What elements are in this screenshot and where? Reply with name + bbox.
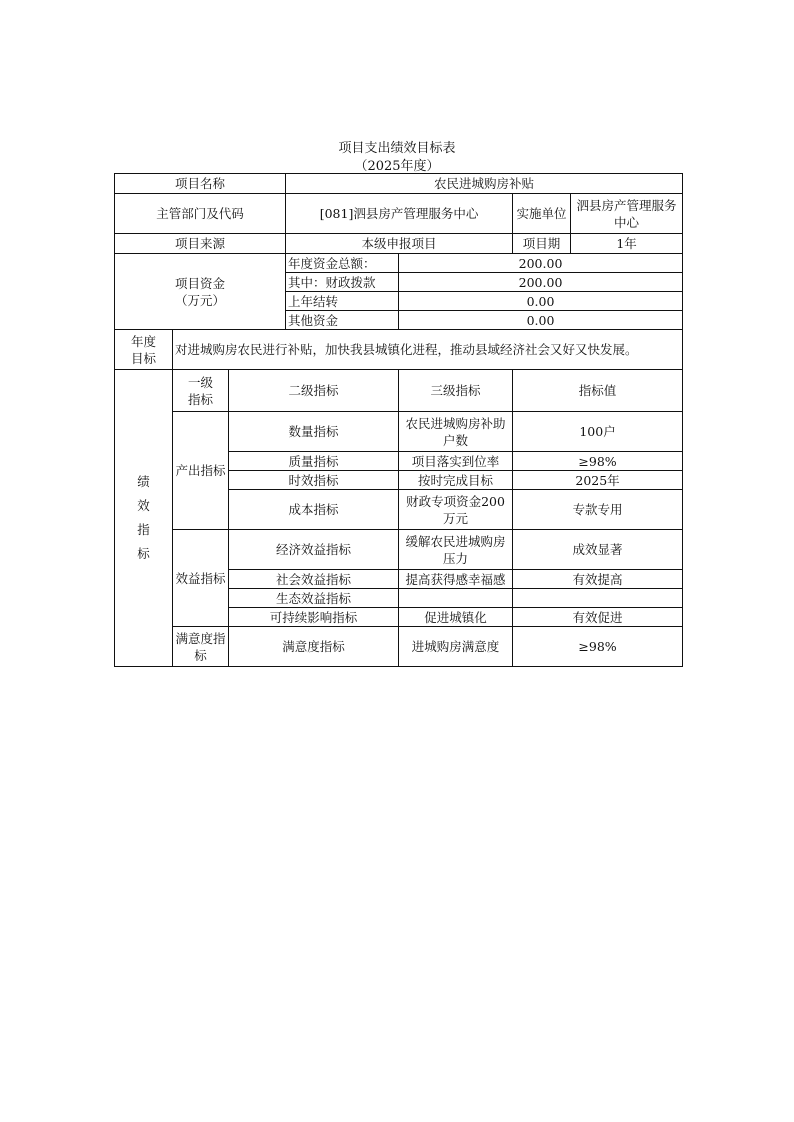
level3-cell [399,589,513,608]
value-cell: 100户 [513,412,683,452]
perf-char: 指 [137,522,150,537]
project-name-label: 项目名称 [115,174,286,194]
document-title: 项目支出绩效目标表 [338,141,456,156]
level2-cell: 质量指标 [229,452,399,471]
level3-line1: 财政专项资金200 [406,493,505,509]
satisfaction-label-line1: 满意度指 [175,630,226,646]
header-level1 [173,370,229,412]
row-project-name [115,174,683,194]
row-benefit-economic [115,530,683,570]
row-output-quantity [115,412,683,452]
funds-item-label: 其他资金 [286,311,399,330]
level3-cell [399,412,513,452]
annual-goal-label [115,330,173,370]
level2-cell: 时效指标 [229,471,399,490]
level2-cell: 经济效益指标 [229,530,399,570]
project-name-value: 农民进城购房补贴 [286,174,683,194]
level2-cell: 满意度指标 [229,627,399,667]
level3-line2: 户数 [443,432,469,448]
annual-goal-label-line1: 年度 [130,333,156,349]
department-value: [081]泗县房产管理服务中心 [286,194,513,234]
value-cell: 2025年 [513,471,683,490]
level3-line1: 缓解农民进城购房 [405,533,506,549]
satisfaction-indicator-label [173,627,229,667]
value-cell: ≥98% [513,627,683,667]
funds-item-value: 0.00 [399,311,683,330]
level2-cell: 生态效益指标 [229,589,399,608]
row-department [115,194,683,234]
header-level2: 二级指标 [229,370,399,412]
value-cell: 有效提高 [513,570,683,589]
perf-char: 标 [137,546,150,561]
department-label: 主管部门及代码 [115,194,286,234]
level3-cell [399,530,513,570]
level3-cell: 项目落实到位率 [399,452,513,471]
funds-label-line2: （万元） [175,292,226,308]
level3-cell: 进城购房满意度 [399,627,513,667]
value-cell [513,589,683,608]
funds-item-label: 年度资金总额： [286,254,399,273]
header-level1-line1: 一级 [187,374,213,390]
implementer-value: 泗县房产管理服务中心 [571,194,683,234]
level3-cell [399,490,513,530]
level3-line2: 万元 [443,510,469,526]
level2-cell: 可持续影响指标 [229,608,399,627]
header-level1-line2: 指标 [187,391,213,407]
value-cell: 有效促进 [513,608,683,627]
value-cell: ≥98% [513,452,683,471]
header-value: 指标值 [513,370,683,412]
header-level3: 三级指标 [399,370,513,412]
document-year: （2025年度） [354,159,440,174]
funds-label-line1: 项目资金 [175,275,226,291]
annual-goal-text: 对进城购房农民进行补贴，加快我县城镇化进程，推动县域经济社会又好又快发展。 [173,330,683,370]
performance-indicator-label [115,370,173,667]
value-cell: 专款专用 [513,490,683,530]
funds-item-label: 上年结转 [286,292,399,311]
satisfaction-label-line2: 标 [194,647,207,663]
row-annual-goal [115,330,683,370]
level2-cell: 成本指标 [229,490,399,530]
perf-char: 绩 [137,474,150,489]
performance-goal-table [114,173,683,667]
level2-cell: 社会效益指标 [229,570,399,589]
funds-item-value: 0.00 [399,292,683,311]
funds-item-label: 其中：财政拨款 [286,273,399,292]
row-satisfaction [115,627,683,667]
funds-item-value: 200.00 [399,254,683,273]
funds-item-value: 200.00 [399,273,683,292]
level3-cell: 按时完成目标 [399,471,513,490]
level3-line1: 农民进城购房补助 [405,415,506,431]
funds-label [115,254,286,330]
level2-cell: 数量指标 [229,412,399,452]
row-indicator-header [115,370,683,412]
row-source [115,234,683,254]
level3-cell: 提高获得感幸福感 [399,570,513,589]
value-cell: 成效显著 [513,530,683,570]
perf-char: 效 [137,498,150,513]
level3-line2: 压力 [443,550,469,566]
period-label: 项目期 [513,234,571,254]
annual-goal-label-line2: 目标 [130,350,156,366]
period-value: 1年 [571,234,683,254]
row-funds-total [115,254,683,273]
output-indicator-label: 产出指标 [173,412,229,530]
benefit-indicator-label: 效益指标 [173,530,229,627]
implementer-label: 实施单位 [513,194,571,234]
source-label: 项目来源 [115,234,286,254]
source-value: 本级申报项目 [286,234,513,254]
level3-cell: 促进城镇化 [399,608,513,627]
